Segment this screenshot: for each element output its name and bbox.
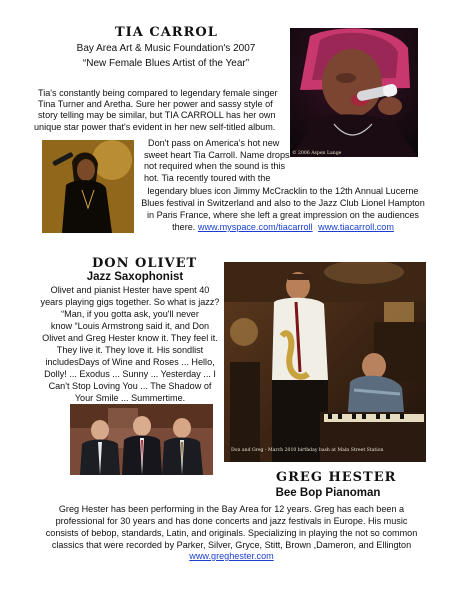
tia-website-link[interactable]: www.tiacarroll.com [318,222,394,232]
tia-side-line-1: Don't pass on America's hot new [148,138,280,148]
tia-singing-image [290,28,418,157]
don-bio-line-6: They live it. They love it. His sondlist [56,345,204,355]
don-bio-line-3: “Man, if you gotta ask, you'll never [61,309,199,319]
greg-bio-line-2: professional for 30 years and has done concerts and jazz festivals in Europe. His music [55,516,408,526]
tia-links-line [138,222,428,233]
don-bio-line-1: Olivet and pianist Hester have spent 40 [50,285,210,295]
tia-bio-line-3: story telling may be similar, but TIA CARROLL has her own [38,110,276,120]
tia-bio-line-4: unique star power that's evident in her new self-titled album. [34,122,276,132]
greg-bio-line-3: consists of bebop, standards, Latin, and originals. Specializing in playing the not so common [45,528,418,538]
don-bio-line-8: Dolly! ... Exodus ... Sunny ... Yesterday ... I [44,369,216,379]
greg-link-line [10,551,453,562]
don-instrument: Jazz Saxophonist [86,271,184,283]
tia-portrait-image [42,140,134,233]
don-greg-live-image [224,262,426,462]
greg-bio-line-4: classics that were recorded by Parker, Silver, Gryce, Stitt, Brown ,Dameron, and Ellington [51,540,412,550]
tia-singing-photo [290,28,418,157]
don-bio-line-10: Your Smile ... Summertime. [74,393,186,403]
trio-portrait-image [70,404,213,475]
tia-final-text: there. [172,222,196,232]
don-bio-line-2: years playing gigs together. So what is jazz? [40,297,220,307]
tia-side-line-2: sweet heart Tia Carroll. Name drops [144,150,290,160]
greg-instrument: Bee Bop Pianoman [275,487,381,499]
tia-side-line-3: not required when the sound is this [144,161,286,171]
don-bio-line-7: includesDays of Wine and Roses ... Hello, [45,357,215,367]
greg-bio-line-1: Greg Hester has been performing in the Bay Area for 12 years. Greg has each been a [58,504,405,514]
tia-portrait-photo [42,140,134,233]
tia-tail-line-1: legendary blues icon Jimmy McCracklin to the 12th Annual Lucerne [147,186,419,196]
don-greg-photo-caption: Don and Greg - March 2010 birthday bash at Main Street Station [231,448,384,453]
don-name-heading: DON OLIVET [92,256,198,271]
tia-name-heading: TIA CARROL [115,25,218,40]
don-bio-line-9: Can't Stop Loving You ... The Shadow of [48,381,212,391]
tia-award-line1: Bay Area Art & Music Foundation's 2007 [76,43,256,54]
tia-side-line-4: hot. Tia recently toured with the [144,173,271,183]
tia-award-line2: “New Female Blues Artist of the Year” [82,58,250,69]
don-bio-line-4: know “Louis Armstrong said it, and Don [50,321,210,331]
greg-website-link[interactable]: www.greghester.com [189,551,274,561]
don-greg-live-photo [224,262,426,462]
tia-photo-credit: © 2006 Aspen Lange [292,151,342,156]
greg-name-heading: GREG HESTER [276,470,397,485]
don-bio-line-5: Olivet and Greg Hester know it. They feel it. [42,333,218,343]
tia-tail-line-3: in Paris France, where she left a great impression on the audiences [147,210,419,220]
tia-myspace-link[interactable]: www.myspace.com/tiacarroll [197,222,313,232]
trio-portrait-photo [70,404,213,475]
tia-bio-line-1: Tia's constantly being compared to legendary female singer [38,88,278,98]
tia-bio-line-2: Tina Turner and Aretha. Sure her power and sassy style of [38,99,273,109]
tia-tail-line-2: Blues festival in Switzerland and also to the Jazz Club Lionel Hampton [141,198,425,208]
